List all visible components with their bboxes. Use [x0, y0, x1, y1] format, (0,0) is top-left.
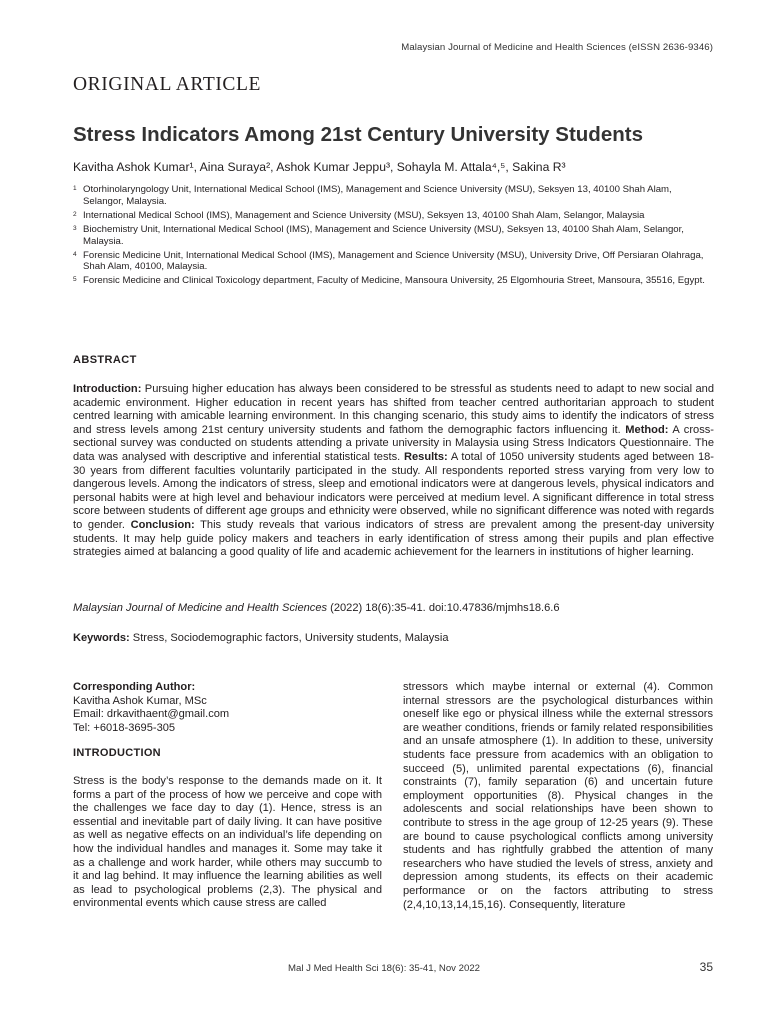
abstract-method-text: A cross-sectional survey was conducted on students attending a private university in Malaysia using Stress Indicators Questionnaire. The data was analysed with descriptive and inferential statistical tests. — [73, 423, 714, 463]
affiliation-text: Forensic Medicine Unit, International Medical School (IMS), Management and Science University (MSU), University Drive, Off Persiaran Olahraga, Shah Alam, 40100, Malaysia. — [83, 249, 704, 273]
affiliation-item — [73, 224, 705, 248]
introduction-heading: INTRODUCTION — [73, 747, 161, 760]
affiliation-text: Forensic Medicine and Clinical Toxicology department, Faculty of Medicine, Mansoura University, 25 Elgomhouria Street, Mansoura, 35516, Egypt. — [83, 275, 705, 287]
affiliation-item — [73, 275, 705, 287]
affiliation-number: 1 — [73, 185, 77, 192]
article-type: ORIGINAL ARTICLE — [73, 74, 262, 95]
left-column — [73, 681, 382, 911]
author-list: Kavitha Ashok Kumar¹, Aina Suraya², Ashok Kumar Jeppu³, Sohayla M. Attala⁴,⁵, Sakina R³ — [73, 160, 566, 174]
corresponding-author-heading: Corresponding Author: — [73, 681, 196, 693]
introduction-text-left: Stress is the body’s response to the demands made on it. It forms a part of the process of how we perceive and cope with the challenges we face day to day (1). Hence, stress is an essential and inevitable part of daily living. It can have positive as well as negative effects on an individual’s life depending on how the individual handles and manages it. Some may take it as a challenge and work harder, while others may succumb to it and lag behind. It may influence the learning abilities as well as lead to psychological problems (2,3). The physical and environmental events which cause stress are called — [73, 774, 382, 910]
journal-header: Malaysian Journal of Medicine and Health Sciences (eISSN 2636-9346) — [401, 42, 713, 53]
abstract-conclusion-text: This study reveals that various indicators of stress are prevalent among the present-day university students. It may help guide policy makers and teachers in early identification of stress among their pupils and plan effective strategies aimed at balancing a good quality of life and academic achievement for the learners in institutions of higher learning. — [73, 518, 714, 559]
abstract-conclusion-label: Conclusion: — [130, 518, 195, 531]
abstract-intro-label: Introduction: — [73, 383, 142, 395]
affiliation-text: International Medical School (IMS), Management and Science University (MSU), Seksyen 13, 40100 Shah Alam, Selangor, Malaysia — [83, 209, 645, 221]
abstract-intro-text: Pursuing higher education has always been considered to be stressful as students need to adapt to new social and academic environment. Higher education in recent years has shifted from teacher centred authoritarian approach to student centred learning with amicable learning environment. In this changing scenario, this study aims to identify the indicators of stress and stress levels among 21st century university students and fathom the demographic factors influencing it. — [73, 383, 714, 436]
citation-journal: Malaysian Journal of Medicine and Health Sciences — [73, 602, 328, 614]
keywords-line — [73, 632, 714, 644]
right-column — [403, 681, 713, 912]
affiliation-number: 4 — [73, 250, 77, 258]
abstract-heading: ABSTRACT — [73, 354, 137, 366]
abstract-body — [73, 383, 714, 560]
corresponding-author-tel: Tel: +6018-3695-305 — [73, 721, 176, 734]
affiliation-text: Biochemistry Unit, International Medical School (IMS), Management and Science University (MSU), Seksyen 13, 40100 Shah Alam, Selangor, Malaysia. — [83, 223, 684, 247]
article-title: Stress Indicators Among 21st Century University Students — [73, 123, 643, 146]
affiliation-number: 5 — [73, 276, 77, 284]
keywords-text: Stress, Sociodemographic factors, University students, Malaysia — [129, 632, 449, 644]
keywords-label: Keywords: — [73, 632, 130, 644]
affiliation-text: Otorhinolaryngology Unit, International Medical School (IMS), Management and Science University (MSU), Seksyen 13, 40100 Shah Alam, Selangor, Malaysia. — [83, 184, 672, 207]
citation-details: (2022) 18(6):35-41. doi:10.47836/mjmhs18.6.6 — [327, 602, 560, 614]
page-footer: Mal J Med Health Sci 18(6): 35-41, Nov 2022 — [288, 963, 480, 974]
affiliation-list — [73, 184, 705, 289]
corresponding-author-name: Kavitha Ashok Kumar, MSc — [73, 694, 207, 707]
citation-line — [73, 602, 714, 616]
corresponding-author-email: Email: drkavithaent@gmail.com — [73, 708, 230, 721]
affiliation-number: 2 — [73, 210, 77, 218]
affiliation-item — [73, 210, 705, 222]
page-number: 35 — [699, 960, 713, 974]
affiliation-number: 3 — [73, 224, 77, 232]
affiliation-item — [73, 250, 705, 274]
affiliation-item — [73, 184, 705, 208]
abstract-method-label: Method: — [625, 423, 669, 436]
abstract-results-text: A total of 1050 university students aged between 18-30 years from different faculties voluntarily participated in the study. All respondents reported stress varying from very low to dangerous levels. Among the indicators of stress, sleep and emotional indicators were at dangerous levels, physical indicators and personal habits were at high level and behaviour indicators were perceived at medium level. A significant difference in total stress score between students of different age groups and ethnicity were observed, while no significant difference was noted with regards to gender. — [73, 450, 715, 531]
introduction-text-right: stressors which maybe internal or external (4). Common internal stressors are the psychological disturbances within oneself like ego or physical illness while the external stressors are weather conditions, friends or family related responsibilities and an unsafe atmosphere (1). In addition to these, university students face pressure from academics with an obligation to succeed (5), unlimited parental expectations (6), financial constraints (7), family separation (6) and uncertain future employment opportunities (8). Physical changes in the adolescents and social relationships have been shown to contribute to stress in the age group of 12-25 years (9). These are bound to cause psychological conflicts among university students and has rightfully grabbed the attention of many researchers who have studied the levels of stress, anxiety and depression among students, its effects on their academic performance or on the factors attributing to stress (2,4,10,13,14,15,16). Consequently, literature — [403, 681, 713, 911]
abstract-results-label: Results: — [403, 450, 448, 463]
